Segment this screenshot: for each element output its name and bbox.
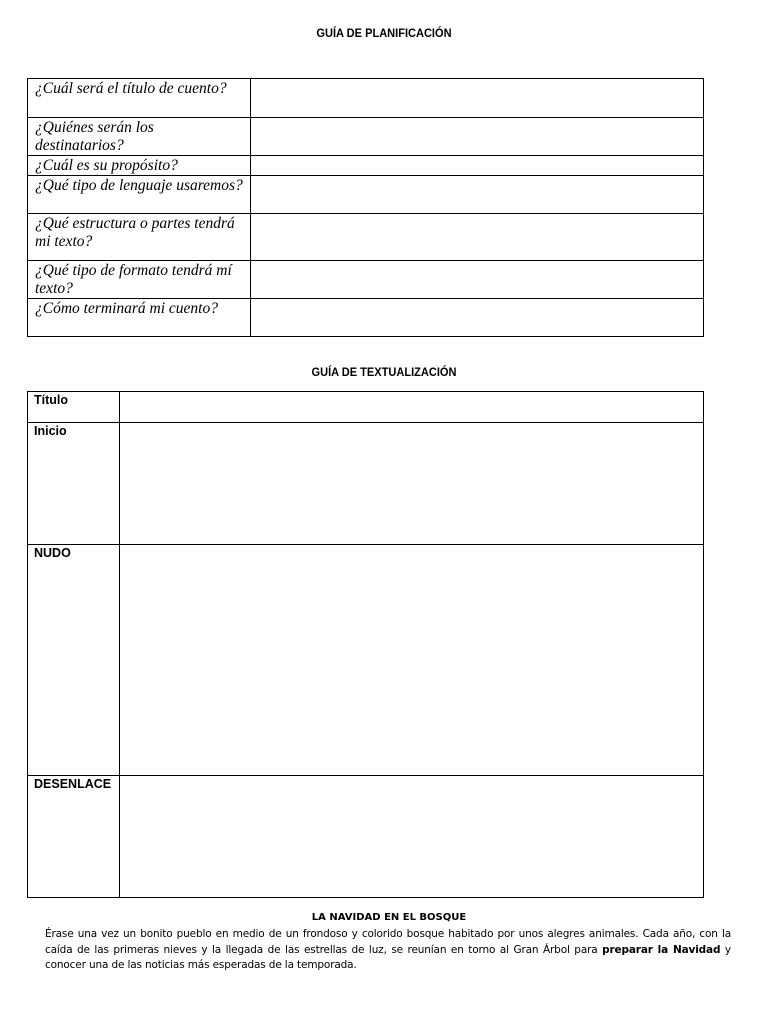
- textualization-label: NUDO: [28, 545, 120, 776]
- planning-answer-cell[interactable]: [251, 176, 704, 214]
- planning-question: ¿Cómo terminará mi cuento?: [28, 299, 251, 337]
- planning-answer-cell[interactable]: [251, 118, 704, 156]
- planning-question: ¿Quiénes serán los destinatarios?: [28, 118, 251, 156]
- planning-row: [28, 214, 704, 261]
- planning-heading: GUÍA DE PLANIFICACIÓN: [316, 26, 452, 40]
- textualization-row: [28, 392, 704, 423]
- story-text: y conocer una de las noticias más esperadas de la temporada.: [45, 943, 731, 971]
- story-bold-text: preparar la Navidad: [602, 943, 721, 956]
- planning-table: [27, 78, 704, 337]
- story-text: Érase una vez un bonito pueblo en medio de un frondoso y colorido bosque habitado por unos alegres animales. Cada año, con la caída de las primeras nieves y la llegada de las estrellas de luz, se reunían en torno al Gran Árbol para: [45, 928, 731, 956]
- textualization-table: [27, 391, 704, 898]
- textualization-field[interactable]: [120, 423, 704, 545]
- textualization-field[interactable]: [120, 776, 704, 898]
- story-paragraph: [45, 927, 731, 974]
- planning-question: ¿Cuál es su propósito?: [28, 156, 251, 176]
- planning-question: ¿Qué estructura o partes tendrá mi texto?: [28, 214, 251, 261]
- planning-row: [28, 176, 704, 214]
- planning-row: [28, 156, 704, 176]
- planning-row: [28, 261, 704, 299]
- planning-answer-cell[interactable]: [251, 79, 704, 118]
- story-title: LA NAVIDAD EN EL BOSQUE: [311, 912, 467, 923]
- planning-answer-cell[interactable]: [251, 156, 704, 176]
- textualization-row: [28, 776, 704, 898]
- textualization-row: [28, 545, 704, 776]
- planning-answer-cell[interactable]: [251, 214, 704, 261]
- textualization-label: Inicio: [28, 423, 120, 545]
- textualization-field[interactable]: [120, 392, 704, 423]
- textualization-field[interactable]: [120, 545, 704, 776]
- planning-row: [28, 118, 704, 156]
- planning-answer-cell[interactable]: [251, 299, 704, 337]
- planning-question: ¿Cuál será el título de cuento?: [28, 79, 251, 118]
- planning-row: [28, 299, 704, 337]
- planning-question: ¿Qué tipo de formato tendrá mí texto?: [28, 261, 251, 299]
- textualization-row: [28, 423, 704, 545]
- textualization-heading: GUÍA DE TEXTUALIZACIÓN: [311, 365, 457, 379]
- planning-row: [28, 79, 704, 118]
- textualization-label: Título: [28, 392, 120, 423]
- planning-answer-cell[interactable]: [251, 261, 704, 299]
- planning-question: ¿Qué tipo de lenguaje usaremos?: [28, 176, 251, 214]
- textualization-label: DESENLACE: [28, 776, 120, 898]
